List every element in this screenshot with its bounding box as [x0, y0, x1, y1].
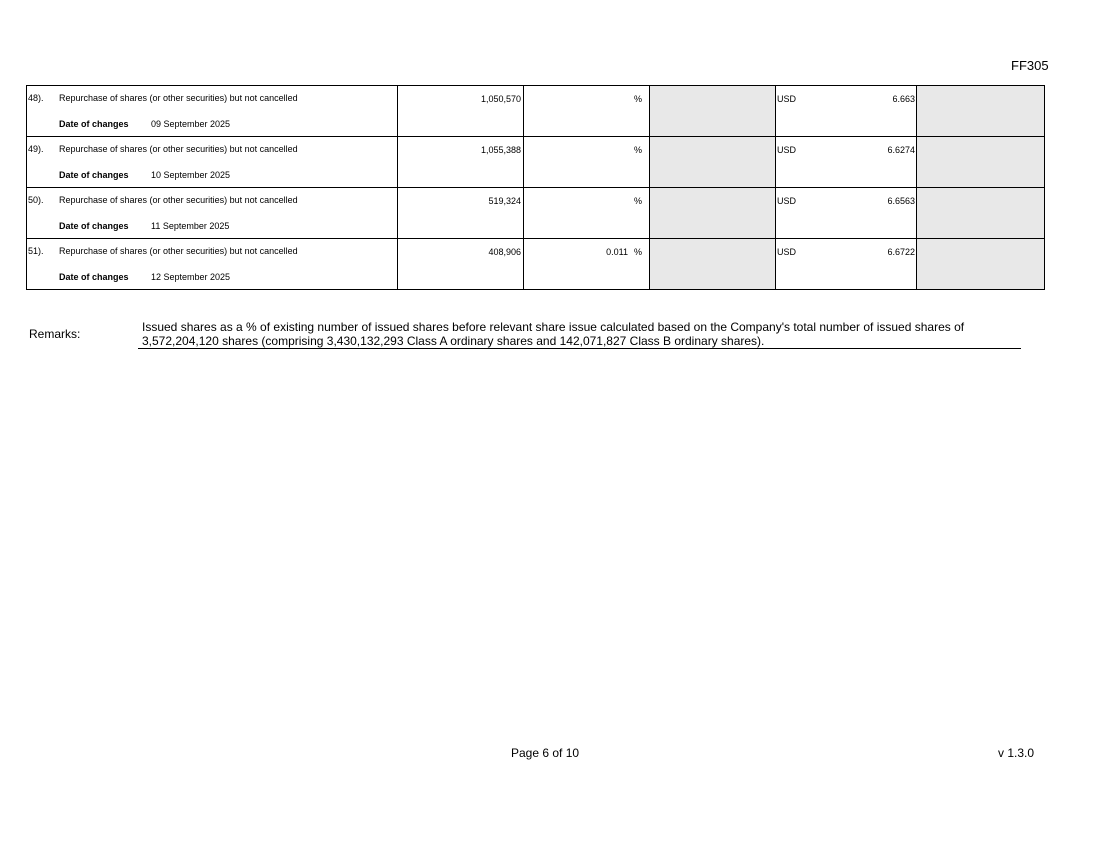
- remarks-line: 3,572,204,120 shares (comprising 3,430,132,293 Class A ordinary shares and 142,071,827 Class B ordinary shares).: [142, 334, 765, 348]
- description-cell: [27, 137, 398, 188]
- date-of-changes-label: Date of changes: [59, 170, 129, 180]
- description-cell: [27, 188, 398, 239]
- date-of-changes-label: Date of changes: [59, 119, 129, 129]
- shares-cell: [398, 86, 524, 137]
- remarks-line: Issued shares as a % of existing number of issued shares before relevant share issue calculated based on the Company's total number of issued shares of: [142, 320, 965, 334]
- percent-sign: %: [633, 145, 642, 155]
- version-label: v 1.3.0: [998, 746, 1035, 760]
- shaded-cell: [917, 188, 1045, 239]
- table-row: [27, 239, 1045, 290]
- event-description: Repurchase of shares (or other securities) but not cancelled: [59, 246, 298, 256]
- percent-sign: %: [633, 196, 642, 206]
- table-row: [27, 86, 1045, 137]
- date-of-changes-value: 09 September 2025: [151, 119, 231, 129]
- row-number: 51).: [28, 246, 44, 256]
- shares-cell: [398, 188, 524, 239]
- shaded-cell: [917, 137, 1045, 188]
- percent-sign: %: [633, 247, 642, 257]
- row-number: 48).: [28, 93, 44, 103]
- price-per-share: 6.6722: [887, 247, 915, 257]
- percent-sign: %: [633, 94, 642, 104]
- percentage-cell: [524, 137, 650, 188]
- date-of-changes-value: 12 September 2025: [151, 272, 231, 282]
- table-row: [27, 137, 1045, 188]
- percentage-cell: [524, 86, 650, 137]
- shares-cell: [398, 137, 524, 188]
- remarks-text: [138, 320, 1021, 349]
- table-row: [27, 188, 1045, 239]
- price-per-share: 6.663: [892, 94, 915, 104]
- share-changes-table: [26, 85, 1045, 290]
- date-of-changes-value: 10 September 2025: [151, 170, 231, 180]
- price-cell: [776, 188, 917, 239]
- shaded-cell: [917, 239, 1045, 290]
- form-code: FF305: [1011, 58, 1049, 73]
- number-of-shares: 1,050,570: [480, 94, 521, 104]
- price-cell: [776, 239, 917, 290]
- row-number: 50).: [28, 195, 44, 205]
- page-number: Page 6 of 10: [511, 746, 580, 760]
- shaded-cell: [650, 86, 776, 137]
- remarks-label: Remarks:: [29, 327, 81, 341]
- percentage-cell: [524, 188, 650, 239]
- row-number: 49).: [28, 144, 44, 154]
- event-description: Repurchase of shares (or other securities) but not cancelled: [59, 93, 298, 103]
- shaded-cell: [650, 137, 776, 188]
- shares-cell: [398, 239, 524, 290]
- date-of-changes-value: 11 September 2025: [151, 221, 230, 231]
- currency: USD: [777, 94, 797, 104]
- number-of-shares: 408,906: [488, 247, 521, 257]
- number-of-shares: 519,324: [488, 196, 521, 206]
- description-cell: [27, 239, 398, 290]
- percentage-cell: [524, 239, 650, 290]
- price-cell: [776, 137, 917, 188]
- price-per-share: 6.6274: [887, 145, 915, 155]
- currency: USD: [777, 145, 797, 155]
- date-of-changes-label: Date of changes: [59, 272, 129, 282]
- percentage-value: 0.011: [606, 247, 628, 257]
- shaded-cell: [650, 239, 776, 290]
- event-description: Repurchase of shares (or other securities) but not cancelled: [59, 195, 298, 205]
- currency: USD: [777, 196, 797, 206]
- shaded-cell: [650, 188, 776, 239]
- price-per-share: 6.6563: [887, 196, 915, 206]
- shaded-cell: [917, 86, 1045, 137]
- price-cell: [776, 86, 917, 137]
- currency: USD: [777, 247, 797, 257]
- description-cell: [27, 86, 398, 137]
- event-description: Repurchase of shares (or other securities) but not cancelled: [59, 144, 298, 154]
- date-of-changes-label: Date of changes: [59, 221, 129, 231]
- number-of-shares: 1,055,388: [480, 145, 521, 155]
